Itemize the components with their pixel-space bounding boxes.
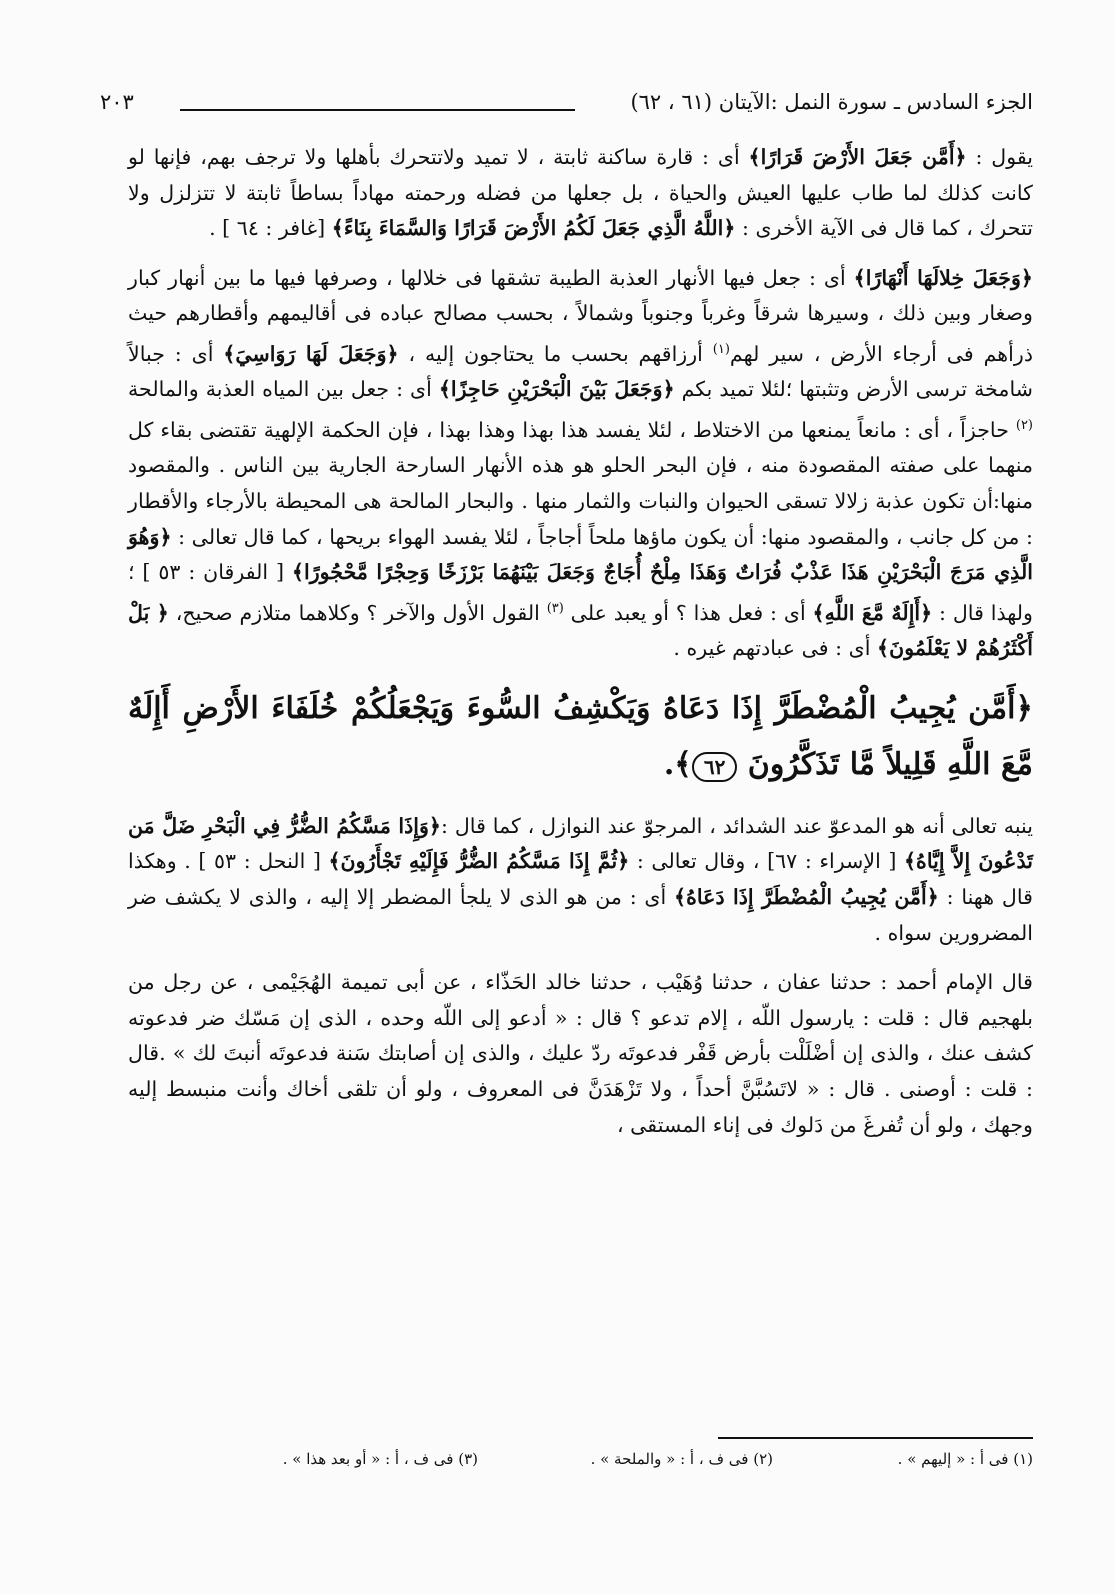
paragraph-text: [ النحل : ٥٣ ] . وهكذا قال ههنا : — [128, 849, 1034, 910]
paragraph-text: أى : قارة ساكنة ثابتة ، لا تميد ولاتتحرك بأهلها ولا ترجف بهم، فإنها لو كانت كذلك لما طاب عليها العيش والحياة ، بل جعلها من فضله ورحمته مهاداً بساطاً ثابتة لا تتزلزل ولا تتحرك ، كما قال فى الآية الأخرى : — [128, 145, 1033, 241]
footnote-ref: (٢) — [1015, 418, 1033, 434]
footnote-ref: (١) — [712, 341, 730, 357]
footnote-2: (٢) فى ف ، أ : « والملحة » . — [590, 1450, 773, 1468]
page-header — [100, 88, 1033, 132]
footnotes — [200, 1450, 1033, 1482]
paragraph-text: [ الإسراء : ٦٧] ، وقال تعالى : — [629, 849, 904, 874]
paragraph-text: القول الأول والآخر ؟ وكلاهما متلازم صحيح، — [168, 600, 547, 625]
page-number: ٢٠٣ — [100, 90, 134, 114]
commentary-section-1 — [128, 140, 1033, 667]
quran-quote: ﴿ بَلْ أَكْثَرُهُمْ لا يَعْلَمُونَ﴾ — [128, 600, 1033, 661]
paragraph-text: أى : فى عبادتهم غيره . — [673, 636, 878, 661]
header-rule — [180, 109, 575, 111]
paragraph-text: يقول : — [966, 145, 1034, 169]
quran-verse-block — [128, 681, 1033, 793]
paragraph — [128, 261, 1033, 667]
commentary-section-2 — [128, 809, 1033, 1143]
quran-verse-text: ﴿أَمَّن يُجِيبُ الْمُضْطَرَّ إِذَا دَعَاهُ وَيَكْشِفُ السُّوءَ وَيَجْعَلُكُمْ خُلَفَاءَ الأَرْضِ أَإِلَهٌ مَّعَ اللَّهِ قَلِيلاً مَّا تَذَكَّرُونَ — [128, 690, 1033, 782]
footnote-rule — [718, 1437, 1033, 1439]
paragraph-text: أى : من هو الذى لا يلجأ المضطر إلا إليه ، والذى لا يكشف ضر المضرورين سواه . — [128, 885, 1033, 945]
paragraph-text: أى : فعل هذا ؟ أو يعبد على — [563, 600, 813, 625]
paragraph-text: أى : جبالاً شامخة ترسى الأرض وتثبتها ؛لئلا تميد بكم — [128, 341, 1033, 402]
quran-verse-close: ﴾. — [663, 746, 692, 782]
header-title: الجزء السادس ـ سورة النمل :الآيتان (٦١ ، ٦٢) — [630, 90, 1033, 114]
quran-quote: ﴿اللَّهُ الَّذِي جَعَلَ لَكُمُ الأَرْضَ قَرَارًا وَالسَّمَاءَ بِنَاءً﴾ — [331, 216, 736, 241]
paragraph — [128, 965, 1033, 1143]
paragraph-text: أرزاقهم بحسب ما يحتاجون إليه ، — [398, 341, 713, 366]
footnote-ref: (٣) — [546, 600, 564, 616]
quran-quote: ﴿وَجَعَلَ بَيْنَ الْبَحْرَيْنِ حَاجِزًا﴾ — [438, 377, 675, 402]
paragraph-text: أى : جعل بين المياه العذبة والمالحة — [128, 377, 439, 402]
paragraph — [128, 140, 1033, 247]
footnote-1: (١) فى أ : « إليهم » . — [897, 1450, 1033, 1468]
paragraph-text: [ الفرقان : ٥٣ ] ؛ ولهذا قال : — [128, 560, 1033, 625]
quran-quote: ﴿وَإِذَا مَسَّكُمُ الضُّرُّ فِي الْبَحْرِ ضَلَّ مَن تَدْعُونَ إِلاَّ إِيَّاهُ﴾ — [128, 813, 1034, 874]
page-body — [128, 140, 1033, 1157]
quran-quote: ﴿أَإِلَهٌ مَّعَ اللَّهِ﴾ — [812, 600, 933, 625]
quran-quote: ﴿وَجَعَلَ لَهَا رَوَاسِيَ﴾ — [223, 341, 399, 366]
paragraph-text: قال الإمام أحمد : حدثنا عفان ، حدثنا وُهَيْب ، حدثنا خالد الحَذّاء ، عن أبى تميمة الهُجَيْمى ، عن رجل من بلهجيم قال : قلت : يارسول اللّه ، إلام تدعو ؟ قال : « أدعو إلى اللّه وحده ، الذى إن مَسّك ضر فدعوته كشف عنك ، والذى إن أضْلَلْت بأرض قَفْر فدعوتَه ردّ عليك ، والذى إن أصابتك سَنة فدعوتَه أنبتَ لك » .قال : قلت : أوصنى . قال : « لاتَسُبَّنَّ أحداً ، ولا تَزْهَدَنَّ فى المعروف ، ولو أن تلقى أخاك وأنت منبسط إليه وجهك ، ولو أن تُفرغَ من دَلوك فى إناء المستقى ، — [128, 970, 1033, 1137]
paragraph — [128, 809, 1033, 951]
quran-quote: ﴿وَهُوَ الَّذِي مَرَجَ الْبَحْرَيْنِ هَذَا عَذْبٌ فُرَاتٌ وَهَذَا مِلْحٌ أُجَاجٌ وَجَعَلَ بَيْنَهُمَا بَرْزَخًا وَحِجْرًا مَّحْجُورًا﴾ — [128, 524, 1033, 585]
footnote-3: (٣) فى ف ، أ : « أو بعد هذا » . — [282, 1450, 478, 1468]
ayah-number-badge: ٦٢ — [692, 752, 737, 782]
quran-quote: ﴿وَجَعَلَ خِلالَهَا أَنْهَارًا﴾ — [853, 265, 1033, 290]
paragraph-text: ينبه تعالى أنه هو المدعوّ عند الشدائد ، المرجوّ عند النوازل ، كما قال : — [441, 813, 1033, 838]
quran-quote: ﴿ثُمَّ إِذَا مَسَّكُمُ الضُّرُّ فَإِلَيْهِ تَجْأَرُونَ﴾ — [328, 849, 630, 874]
quran-quote: ﴿أَمَّن جَعَلَ الأَرْضَ قَرَارًا﴾ — [748, 145, 967, 169]
paragraph-text: أى : جعل فيها الأنهار العذبة الطيبة تشقها فى خلالها ، وصرفها فيها ما بين أنهار كبار وصغار وبين ذلك ، وسيرها شرقاً وغرباً وجنوباً وشمالاً ، بحسب مصالح عباده فى أقاليمهم وأقطارهم حيث ذرأهم فى أرجاء الأرض ، سير لهم — [128, 265, 1033, 366]
paragraph-text: [غافر : ٦٤ ] . — [209, 216, 332, 241]
paragraph-text: حاجزاً ، أى : مانعاً يمنعها من الاختلاط ، لئلا يفسد هذا بهذا وهذا بهذا ، فإن الحكمة الإلهية تقتضى بقاء كل منهما على صفته المقصودة منه ، فإن البحر الحلو هو هذه الأنهار السارحة الجارية بين الناس . والمقصود منها:أن تكون عذبة زلالا تسقى الحيوان والنبات والثمار منها . والبحار المالحة هى المحيطة بالأرجاء والأقطار : من كل جانب ، والمقصود منها: أن يكون ماؤها ملحاً أجاجاً ، لئلا يفسد الهواء بريحها ، كما قال تعالى : — [128, 417, 1033, 549]
quran-quote: ﴿أَمَّن يُجِيبُ الْمُضْطَرَّ إِذَا دَعَاهُ﴾ — [674, 885, 939, 910]
